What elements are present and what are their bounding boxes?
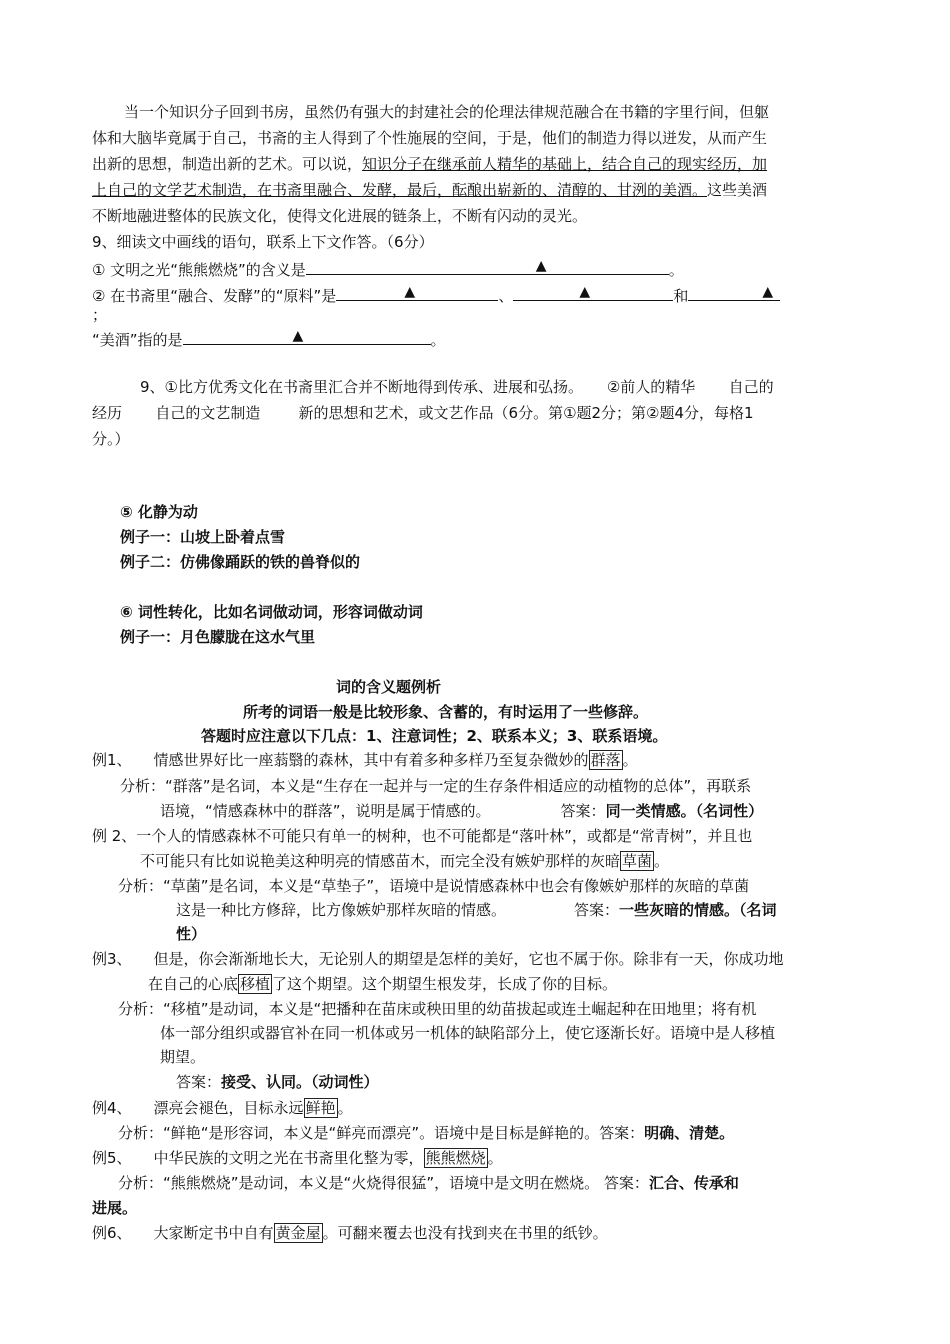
underlined-sentence-part2: 上自己的文学艺术制造，在书斋里融合、发酵，最后，酝酿出崭新的、清醇的、甘洌的美酒。 [92,181,708,199]
example-3-line-1: 例3、 但是，你会渐渐地长大，无论别人的期望是怎样的美好，它也不属于你。除非有一天，你成功地 [92,950,784,968]
answer-blank-2[interactable] [336,282,498,301]
example-1-analysis-line-1: 分析：“群落”是名词，本义是“生存在一起并与一定的生存条件相适应的动植物的总体”，再联系 [120,777,752,795]
section-subtitle-1: 所考的词语一般是比较形象、含蓄的，有时运用了一些修辞。 [243,703,649,721]
question-9-part1: ① 文明之光“熊熊燃烧”的含义是 ▲ 。 [92,256,684,283]
underlined-sentence-part1: 知识分子在继承前人精华的基础上，结合自己的现实经历，加 [362,155,768,173]
boxed-word-2: 草菌 [622,852,653,870]
example-2-line-1: 例 2、一个人的情感森林不可能只有单一的树种，也不可能都是“落叶林”，或都是“常青树”，并且也 [92,827,753,845]
example-3-analysis-line-2: 体一部分组织或器官补在同一机体或另一机体的缺陷部分上，使它逐渐长好。语境中是人移植 [160,1024,776,1042]
passage-line-5: 不断地融进整体的民族文化，使得文化进展的链条上，不断有闪动的灵光。 [92,207,588,225]
example-5-answer-cont: 进展。 [92,1199,138,1217]
boxed-word-4: 鲜艳 [305,1099,336,1117]
example-6: 例6、 大家断定书中自有 黄金屋 。可翻来覆去也没有找到夹在书里的纸钞。 [92,1224,608,1242]
answer-blank-4[interactable] [688,282,780,301]
technique-5-example-2: 例子二：仿佛像踊跃的铁的兽脊似的 [120,553,361,571]
example-2-analysis-line-1: 分析：“草菌”是名词，本义是“草垫子”，语境中是说情感森林中也会有像嫉妒那样的灰暗的草菌 [118,877,750,895]
answer-blank-5[interactable] [183,326,431,345]
example-2-line-2: 不可能只有比如说艳美这种明亮的情感苗木，而完全没有嫉妒那样的灰暗 草菌 。 [140,852,670,870]
technique-6-example-1: 例子一：月色朦胧在这水气里 [120,628,316,646]
passage-line-1: 当一个知识分子回到书房，虽然仍有强大的封建社会的伦理法律规范融合在书籍的字里行间，但躯 [124,103,770,121]
example-3-analysis-line-1: 分析：“移植”是动词，本义是“把播种在苗床或秧田里的幼苗拔起或连土崛起种在田地里；将有机 [118,1000,757,1018]
triangle-marker-icon: ▲ [404,284,416,300]
triangle-marker-icon: ▲ [762,284,774,300]
example-1: 例1、 情感世界好比一座蓊翳的森林，其中有着多种多样乃至复杂微妙的 群落 。 [92,751,638,769]
triangle-marker-icon: ▲ [579,284,591,300]
technique-5-title: ⑤ 化静为动 [120,503,198,521]
example-5-analysis: 分析：“熊熊燃烧”是动词，本义是“火烧得很猛”，语境中是文明在燃烧。 答案：汇合、传承和 [118,1174,739,1192]
question-9-part3: “美酒”指的是 ▲ 。 [92,326,446,353]
question-9-title: 9、细读文中画线的语句，联系上下文作答。（6分） [92,233,434,251]
passage-line-3: 出新的思想，制造出新的艺术。可以说，知识分子在继承前人精华的基础上，结合自己的现实经历，加 [92,155,768,173]
section-title: 词的含义题例析 [336,678,442,696]
boxed-word-3: 移植 [240,975,271,993]
triangle-marker-icon: ▲ [292,328,304,344]
technique-5-example-1: 例子一：山坡上卧着点雪 [120,528,286,546]
example-5: 例5、 中华民族的文明之光在书斋里化整为零， 熊熊燃烧 。 [92,1149,503,1167]
answer-9-line-3: 分。） [92,430,130,448]
example-4-analysis: 分析：“鲜艳“是形容词，本义是“鲜亮而漂亮”。语境中是目标是鲜艳的。答案：明确、清楚。 [118,1124,735,1142]
boxed-word-6: 黄金屋 [275,1224,321,1242]
triangle-marker-icon: ▲ [535,258,547,274]
answer-9-line-2: 经历 自己的文艺制造 新的思想和艺术，或文艺作品（6分。第①题2分；第②题4分，每格1 [92,404,754,422]
example-3-analysis-line-3: 期望。 [160,1048,206,1066]
answer-blank-3[interactable] [513,282,673,301]
example-3-line-2: 在自己的心底 移植 了这个期望。这个期望生根发芽，长成了你的目标。 [148,975,618,993]
question-9-semicolon: ； [92,306,108,324]
example-2-analysis-line-2: 这是一种比方修辞，比方像嫉妒那样灰暗的情感。 答案：一些灰暗的情感。（名词 [176,901,777,919]
technique-6-title: ⑥ 词性转化，比如名词做动词，形容词做动词 [120,603,423,621]
answer-9-line-1: 9、①比方优秀文化在书斋里汇合并不断地得到传承、进展和弘扬。 ②前人的精华 自己的 [140,378,774,396]
example-1-analysis-line-2: 语境，“情感森林中的群落”，说明是属于情感的。 答案：同一类情感。（名词性） [160,802,764,820]
example-4: 例4、 漂亮会褪色，目标永远 鲜艳 。 [92,1099,353,1117]
question-9-part2: ② 在书斋里“融合、发酵”的“原料”是 ▲ 、 ▲ 和 ▲ [92,282,780,309]
example-2-answer-cont: 性） [176,925,207,943]
passage-line-2: 体和大脑毕竟属于自己，书斋的主人得到了个性施展的空间，于是，他们的制造力得以迸发，从而产生 [92,129,768,147]
passage-line-4: 上自己的文学艺术制造，在书斋里融合、发酵，最后，酝酿出崭新的、清醇的、甘洌的美酒。这些美酒 [92,181,768,199]
example-3-answer: 答案：接受、认同。（动词性） [176,1073,379,1091]
section-subtitle-2: 答题时应注意以下几点：1、注意词性；2、联系本义；3、联系语境。 [201,727,668,745]
boxed-word-1: 群落 [590,751,621,769]
answer-blank-1[interactable] [306,256,669,275]
boxed-word-5: 熊熊燃烧 [425,1149,486,1167]
